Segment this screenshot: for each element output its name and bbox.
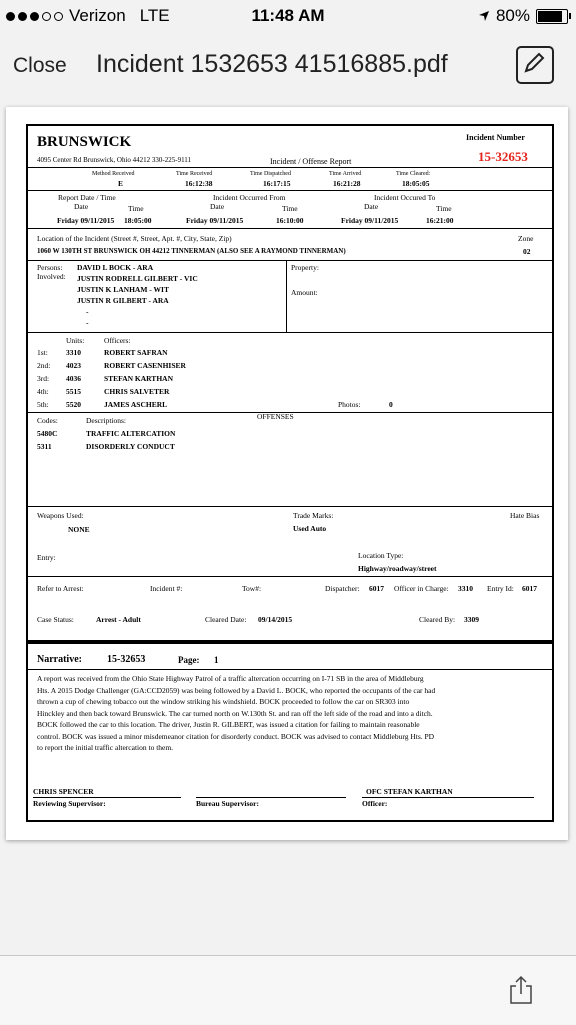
location-arrow-icon <box>478 10 490 22</box>
weapons-label: Weapons Used: <box>37 511 84 520</box>
narrative-number: 15-32653 <box>107 654 146 665</box>
amount-label: Amount: <box>291 288 318 297</box>
incident-number-label: Incident Number <box>466 133 525 142</box>
battery-icon <box>536 9 568 24</box>
edit-button[interactable] <box>516 46 554 84</box>
time-arrived: 16:21:28 <box>333 179 361 188</box>
narrative-line: control. BOCK was issued a minor misdemeanor citation for disorderly conduct. BOCK was advised to contact Middleburg Hts. PD <box>37 731 435 741</box>
narrative-line: to report the initial traffic altercation to them. <box>37 743 174 752</box>
officer-label: Officer: <box>362 799 388 808</box>
person-entry: DAVID L BOCK - ARA <box>77 263 154 272</box>
time-label: Time <box>128 204 144 213</box>
pdf-page[interactable] <box>6 107 568 840</box>
time-dispatched-label: Time Dispatched <box>250 171 291 177</box>
person-entry: JUSTIN R GILBERT - ARA <box>77 296 169 305</box>
offense-description: DISORDERLY CONDUCT <box>86 442 175 451</box>
officer-unit: 4023 <box>66 361 81 370</box>
date-label: Date <box>364 202 379 211</box>
trade-marks-label: Trade Marks: <box>293 511 334 520</box>
officer-unit: 4036 <box>66 374 81 383</box>
location-label: Location of the Incident (Street #, Street, Apt. #, City, State, Zip) <box>37 234 232 243</box>
person-entry: JUSTIN RODRELL GILBERT - VIC <box>77 274 198 283</box>
location-type-label: Location Type: <box>358 551 404 560</box>
incident-number: 15-32653 <box>478 149 528 164</box>
officer-rank: 2nd: <box>37 361 51 370</box>
offense-code: 5480C <box>37 429 58 438</box>
from-time: 16:10:00 <box>276 216 304 225</box>
narrative-page: 1 <box>214 655 219 665</box>
property-label: Property: <box>291 263 319 272</box>
persons-label: Persons: <box>37 263 63 272</box>
from-date: Friday 09/11/2015 <box>186 216 244 225</box>
photos-label: Photos: <box>338 400 361 409</box>
bureau-supervisor-label: Bureau Supervisor: <box>196 799 259 808</box>
time-cleared-label: Time Cleared: <box>396 171 431 177</box>
occurred-from-label: Incident Occurred From <box>213 193 286 202</box>
zone: 02 <box>523 247 531 256</box>
report-time: 18:05:00 <box>124 216 152 225</box>
battery-percent: 80% <box>495 6 530 25</box>
time-label: Time <box>436 204 452 213</box>
entry-id-label: Entry Id: <box>487 584 514 593</box>
officer-in-charge: 3310 <box>458 584 473 593</box>
entry-id: 6017 <box>522 584 537 593</box>
officer-rank: 3rd: <box>37 374 50 383</box>
nav-bar <box>0 34 576 98</box>
hate-bias-label: Hate Bias <box>510 511 540 520</box>
person-entry: - <box>86 307 89 316</box>
photos-count: 0 <box>389 400 393 409</box>
officer-rank: 5th: <box>37 400 49 409</box>
weapons-used: NONE <box>68 525 90 534</box>
cleared-by: 3309 <box>464 615 479 624</box>
officer-unit: 3310 <box>66 348 81 357</box>
officer-rank: 1st: <box>37 348 48 357</box>
person-entry: - <box>86 318 89 327</box>
method-received: E <box>118 179 124 188</box>
narrative-page-label: Page: <box>178 655 200 665</box>
narrative-line: Hinckley and then back toward Brunswick. The car turned north on W.130th St. and ran off the left side of the road and into a ditch. <box>37 708 433 718</box>
officer-in-charge-label: Officer in Charge: <box>394 584 449 593</box>
location-type: Highway/roadway/street <box>358 564 437 573</box>
officer-name: ROBERT CASENHISER <box>104 361 186 370</box>
report-date: Friday 09/11/2015 <box>57 216 115 225</box>
narrative-line: BOCK followed the car to this location. The driver, Justin R. GILBERT, was issued a citation for failing to maintain reasonable <box>37 720 420 729</box>
document-title: Incident 1532653 41516885.pdf <box>96 50 448 78</box>
incident-location: 1060 W 130TH ST BRUNSWICK OH 44212 TINNERMAN (ALSO SEE A RAYMOND TINNERMAN) <box>37 247 346 255</box>
narrative-line: thrown a cup of chewing tobacco out the window striking his windshield. BOCK proceeded to follow the car on SR303 into <box>37 697 410 706</box>
to-date: Friday 09/11/2015 <box>341 216 399 225</box>
to-time: 16:21:00 <box>426 216 454 225</box>
share-icon <box>507 975 535 1005</box>
reviewing-supervisor-name: CHRIS SPENCER <box>33 787 94 796</box>
descriptions-label: Descriptions: <box>86 416 126 425</box>
occurred-to-label: Incident Occured To <box>374 193 436 202</box>
cleared-date-label: Cleared Date: <box>205 615 247 624</box>
agency-address: 4095 Center Rd Brunswick, Ohio 44212 330-225-9111 <box>37 156 192 164</box>
narrative-frame <box>26 642 554 822</box>
officer-rank: 4th: <box>37 387 49 396</box>
close-button[interactable]: Close <box>13 54 67 77</box>
time-cleared: 18:05:05 <box>402 179 430 188</box>
trade-marks: Used Auto <box>293 524 327 533</box>
pencil-icon <box>522 51 546 75</box>
cleared-date: 09/14/2015 <box>258 615 293 624</box>
officers-label: Officers: <box>104 336 131 345</box>
time-dispatched: 16:17:15 <box>263 179 291 188</box>
codes-label: Codes: <box>37 416 58 425</box>
narrative-line: A report was received from the Ohio State Highway Patrol of a traffic altercation occurring on I-71 SB in the area of Middleburg <box>37 674 424 683</box>
offense-code: 5311 <box>37 442 52 451</box>
officer-name: STEFAN KARTHAN <box>104 374 173 383</box>
officer-unit: 5520 <box>66 400 81 409</box>
form-title: Incident / Offense Report <box>270 157 352 166</box>
network-label: LTE <box>139 6 170 25</box>
officer-unit: 5515 <box>66 387 81 396</box>
method-received-label: Method Received <box>92 171 135 177</box>
narrative-line: Hts. A 2015 Dodge Challenger (GA:CCD2059) was being followed by a David L. BOCK, who reported the occupants of the car had <box>37 685 436 695</box>
cleared-by-label: Cleared By: <box>419 615 456 624</box>
carrier-label: Verizon <box>69 6 126 25</box>
incident-hash-label: Incident #: <box>150 584 183 593</box>
report-date-label: Report Date / Time <box>58 193 116 202</box>
date-label: Date <box>210 202 225 211</box>
involved-label: Involved: <box>37 272 66 281</box>
bottom-toolbar <box>0 955 576 1025</box>
case-status: Arrest - Adult <box>96 615 141 624</box>
officer-name: CHRIS SALVETER <box>104 387 170 396</box>
agency-name: BRUNSWICK <box>37 134 132 150</box>
person-entry: JUSTIN K LANHAM - WIT <box>77 285 169 294</box>
officer-name: OFC STEFAN KARTHAN <box>366 787 453 796</box>
status-bar <box>0 0 576 34</box>
share-button[interactable] <box>507 975 535 1010</box>
offenses-heading: OFFENSES <box>257 412 294 421</box>
report-frame <box>26 124 554 642</box>
time-label: Time <box>282 204 298 213</box>
tow-label: Tow#: <box>242 584 262 593</box>
case-status-label: Case Status: <box>37 615 74 624</box>
time-received-label: Time Received <box>176 171 213 177</box>
date-label: Date <box>74 202 89 211</box>
entry-label: Entry: <box>37 553 56 562</box>
time-arrived-label: Time Arrived <box>329 171 362 177</box>
officer-name: ROBERT SAFRAN <box>104 348 168 357</box>
offense-description: TRAFFIC ALTERCATION <box>86 429 176 438</box>
narrative-label: Narrative: <box>37 654 82 665</box>
officer-name: JAMES ASCHERL <box>104 400 168 409</box>
units-label: Units: <box>66 336 85 345</box>
reviewing-supervisor-label: Reviewing Supervisor: <box>33 799 106 808</box>
zone-label: Zone <box>518 234 534 243</box>
dispatcher: 6017 <box>369 584 384 593</box>
clock: 11:48 AM <box>251 6 325 25</box>
refer-to-arrest-label: Refer to Arrest: <box>37 584 84 593</box>
dispatcher-label: Dispatcher: <box>325 584 360 593</box>
time-received: 16:12:38 <box>185 179 213 188</box>
